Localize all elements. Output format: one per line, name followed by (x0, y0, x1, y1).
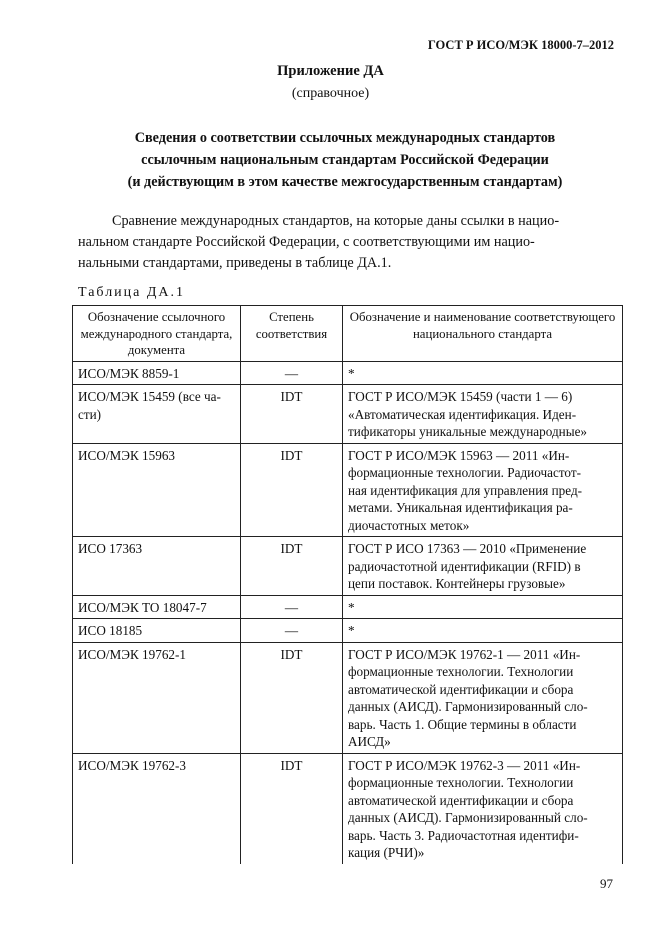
cell-line: ГОСТ Р ИСО/МЭК 15963 — 2011 «Ин- (348, 447, 570, 463)
intro-paragraph (78, 211, 614, 274)
cell-line: ГОСТ Р ИСО 17363 — 2010 «Применение (348, 541, 587, 556)
cell-line: диочастотных меток» (348, 517, 470, 533)
cell-international-standard (73, 537, 241, 596)
cell-line: радиочастотной идентификации (RFID) в (348, 558, 581, 574)
cell-degree: IDT (241, 753, 343, 864)
cell-national-standard (343, 595, 623, 619)
cell-line: ИСО/МЭК ТО 18047-7 (78, 599, 207, 615)
cell-degree: IDT (241, 443, 343, 537)
cell-national-standard (343, 753, 623, 864)
cell-line: ИСО/МЭК 15459 (все ча- (78, 389, 221, 404)
intro-line: Сравнение международных стандартов, на которые даны ссылки в нацио- (112, 213, 560, 229)
cell-line: данных (АИСД). Гармонизированный сло- (348, 699, 588, 714)
cell-degree: IDT (241, 642, 343, 753)
heading-line: (и действующим в этом качестве межгосударственным стандартам) (127, 174, 563, 190)
cell-line: ная идентификация для управления пред- (348, 482, 583, 498)
cell-national-standard (343, 619, 623, 643)
correspondence-table (72, 305, 623, 864)
cell-national-standard (343, 385, 623, 444)
cell-line: автоматической идентификации и сбора (348, 792, 574, 808)
cell-line: кация (РЧИ)» (348, 845, 425, 860)
cell-line: варь. Часть 1. Общие термины в области (348, 716, 577, 732)
cell-degree: IDT (241, 537, 343, 596)
cell-international-standard (73, 361, 241, 385)
cell-line: АИСД» (348, 734, 391, 749)
intro-line: нальном стандарте Российской Федерации, с соответствующими им нацио- (78, 234, 535, 250)
cell-line: * (348, 599, 355, 615)
cell-international-standard (73, 619, 241, 643)
table-label: Таблица ДА.1 (78, 285, 186, 300)
cell-line: тификаторы уникальные международные» (348, 424, 588, 439)
cell-line: * (348, 623, 355, 638)
cell-line: ГОСТ Р ИСО/МЭК 19762-1 — 2011 «Ин- (348, 646, 581, 662)
cell-line: варь. Часть 3. Радиочастотная идентифи- (348, 827, 579, 843)
cell-line: цепи поставок. Контейнеры грузовые» (348, 576, 566, 591)
table-row (73, 595, 623, 619)
heading-line: ссылочным национальным стандартам Российской Федерации (141, 152, 549, 168)
cell-line: метами. Уникальная идентификация ра- (348, 500, 573, 515)
cell-line: формационные технологии. Технологии (348, 775, 574, 790)
cell-line: ИСО 18185 (78, 623, 143, 638)
cell-national-standard (343, 642, 623, 753)
cell-line: ИСО/МЭК 19762-1 (78, 646, 186, 662)
cell-degree: — (241, 361, 343, 385)
cell-international-standard (73, 385, 241, 444)
table-row (73, 385, 623, 444)
appendix-title: Приложение ДА (277, 63, 384, 79)
header-international-standard: Обозначение ссылочного международного стандарта, документа (73, 306, 241, 362)
cell-line: формационные технологии. Радиочастот- (348, 465, 581, 480)
cell-international-standard (73, 595, 241, 619)
document-code: ГОСТ Р ИСО/МЭК 18000-7–2012 (427, 38, 614, 52)
cell-international-standard (73, 753, 241, 864)
table-row (73, 361, 623, 385)
table-row (73, 537, 623, 596)
cell-national-standard (343, 361, 623, 385)
cell-line: ИСО 17363 (78, 541, 143, 556)
cell-line: сти) (78, 406, 102, 422)
cell-degree: — (241, 595, 343, 619)
cell-line: ИСО/МЭК 8859-1 (78, 365, 180, 381)
header-degree: Степень соответствия (241, 306, 343, 362)
table-row (73, 642, 623, 753)
cell-international-standard (73, 443, 241, 537)
cell-degree: — (241, 619, 343, 643)
cell-line: * (348, 365, 355, 381)
cell-degree: IDT (241, 385, 343, 444)
cell-line: формационные технологии. Технологии (348, 664, 574, 679)
cell-line: данных (АИСД). Гармонизированный сло- (348, 810, 588, 825)
intro-line: нальными стандартами, приведены в таблице ДА.1. (78, 255, 392, 271)
table-row (73, 753, 623, 864)
header-national-standard: Обозначение и наименование соответствующего национального стандарта (343, 306, 623, 362)
section-heading (70, 127, 620, 193)
cell-national-standard (343, 537, 623, 596)
cell-international-standard (73, 642, 241, 753)
cell-line: «Автоматическая идентификация. Иден- (348, 406, 577, 422)
table-row (73, 443, 623, 537)
cell-line: автоматической идентификации и сбора (348, 681, 574, 697)
table-row (73, 619, 623, 643)
heading-line: Сведения о соответствии ссылочных международных стандартов (134, 130, 556, 146)
table-header-row (73, 306, 623, 362)
appendix-subtitle: (справочное) (291, 86, 370, 101)
cell-line: ГОСТ Р ИСО/МЭК 15459 (части 1 — 6) (348, 389, 573, 404)
page-number: 97 (600, 876, 613, 891)
cell-line: ГОСТ Р ИСО/МЭК 19762-3 — 2011 «Ин- (348, 757, 581, 773)
cell-national-standard (343, 443, 623, 537)
cell-line: ИСО/МЭК 19762-3 (78, 757, 186, 773)
cell-line: ИСО/МЭК 15963 (78, 447, 176, 463)
